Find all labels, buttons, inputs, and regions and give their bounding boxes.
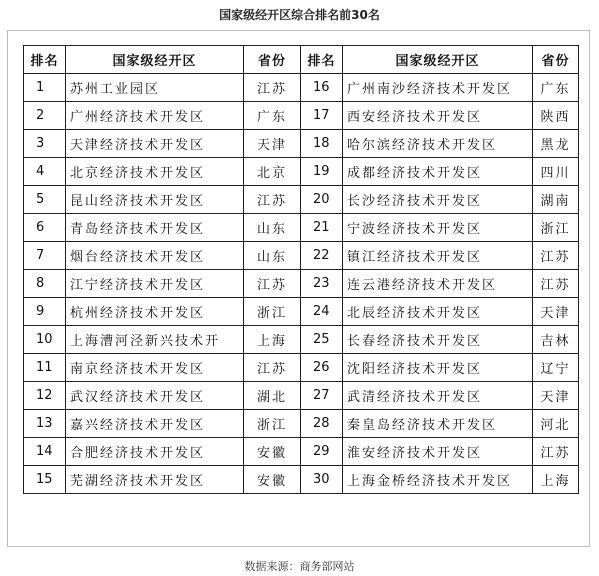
table-row xyxy=(24,382,579,410)
header-rank-left: 排名 xyxy=(24,46,66,74)
province-cell: 陕西 xyxy=(533,102,579,130)
header-rank-right: 排名 xyxy=(301,46,343,74)
rank-cell: 11 xyxy=(24,354,66,382)
zone-name-cell: 合肥经济技术开发区 xyxy=(66,438,244,466)
rank-cell: 12 xyxy=(24,382,66,410)
zone-name-cell: 沈阳经济技术开发区 xyxy=(343,354,533,382)
table-row xyxy=(24,354,579,382)
table-row xyxy=(24,466,579,494)
province-cell: 天津 xyxy=(244,130,301,158)
zone-name-cell: 杭州经济技术开发区 xyxy=(66,298,244,326)
zone-name-cell: 武汉经济技术开发区 xyxy=(66,382,244,410)
rank-cell: 4 xyxy=(24,158,66,186)
rank-cell: 19 xyxy=(301,158,343,186)
rank-cell: 22 xyxy=(301,242,343,270)
rank-cell: 29 xyxy=(301,438,343,466)
rank-cell: 23 xyxy=(301,270,343,298)
rank-cell: 17 xyxy=(301,102,343,130)
table-row xyxy=(24,270,579,298)
zone-name-cell: 天津经济技术开发区 xyxy=(66,130,244,158)
province-cell: 江苏 xyxy=(244,186,301,214)
zone-name-cell: 青岛经济技术开发区 xyxy=(66,214,244,242)
province-cell: 江苏 xyxy=(244,354,301,382)
header-zone-right: 国家级经开区 xyxy=(343,46,533,74)
page-title: 国家级经开区综合排名前30名 xyxy=(219,8,380,22)
province-cell: 吉林 xyxy=(533,326,579,354)
table-row xyxy=(24,130,579,158)
rank-cell: 7 xyxy=(24,242,66,270)
zone-name-cell: 北辰经济技术开发区 xyxy=(343,298,533,326)
zone-name-cell: 宁波经济技术开发区 xyxy=(343,214,533,242)
table-row xyxy=(24,298,579,326)
table-row xyxy=(24,326,579,354)
table-row xyxy=(24,410,579,438)
rank-cell: 6 xyxy=(24,214,66,242)
province-cell: 江苏 xyxy=(533,438,579,466)
province-cell: 上海 xyxy=(533,466,579,494)
province-cell: 安徽 xyxy=(244,438,301,466)
province-cell: 安徽 xyxy=(244,466,301,494)
rank-cell: 28 xyxy=(301,410,343,438)
zone-name-cell: 哈尔滨经济技术开发区 xyxy=(343,130,533,158)
zone-name-cell: 连云港经济技术开发区 xyxy=(343,270,533,298)
zone-name-cell: 西安经济技术开发区 xyxy=(343,102,533,130)
province-cell: 北京 xyxy=(244,158,301,186)
zone-name-cell: 嘉兴经济技术开发区 xyxy=(66,410,244,438)
rank-cell: 20 xyxy=(301,186,343,214)
zone-name-cell: 秦皇岛经济技术开发区 xyxy=(343,410,533,438)
province-cell: 湖北 xyxy=(244,382,301,410)
province-cell: 上海 xyxy=(244,326,301,354)
zone-name-cell: 淮安经济技术开发区 xyxy=(343,438,533,466)
province-cell: 四川 xyxy=(533,158,579,186)
table-row xyxy=(24,102,579,130)
zone-name-cell: 长春经济技术开发区 xyxy=(343,326,533,354)
province-cell: 浙江 xyxy=(244,410,301,438)
rank-cell: 27 xyxy=(301,382,343,410)
zone-name-cell: 上海金桥经济技术开发区 xyxy=(343,466,533,494)
province-cell: 江苏 xyxy=(533,242,579,270)
table-row xyxy=(24,186,579,214)
zone-name-cell: 上海漕河泾新兴技术开 xyxy=(66,326,244,354)
province-cell: 江苏 xyxy=(244,74,301,102)
province-cell: 天津 xyxy=(533,298,579,326)
rank-cell: 8 xyxy=(24,270,66,298)
province-cell: 辽宁 xyxy=(533,354,579,382)
zone-name-cell: 苏州工业园区 xyxy=(66,74,244,102)
province-cell: 山东 xyxy=(244,214,301,242)
zone-name-cell: 武清经济技术开发区 xyxy=(343,382,533,410)
zone-name-cell: 镇江经济技术开发区 xyxy=(343,242,533,270)
province-cell: 浙江 xyxy=(533,214,579,242)
rank-cell: 2 xyxy=(24,102,66,130)
table-row xyxy=(24,242,579,270)
province-cell: 广东 xyxy=(533,74,579,102)
zone-name-cell: 广州南沙经济技术开发区 xyxy=(343,74,533,102)
rank-cell: 26 xyxy=(301,354,343,382)
rank-cell: 15 xyxy=(24,466,66,494)
province-cell: 广东 xyxy=(244,102,301,130)
zone-name-cell: 昆山经济技术开发区 xyxy=(66,186,244,214)
rank-cell: 10 xyxy=(24,326,66,354)
zone-name-cell: 江宁经济技术开发区 xyxy=(66,270,244,298)
province-cell: 浙江 xyxy=(244,298,301,326)
province-cell: 天津 xyxy=(533,382,579,410)
rank-cell: 30 xyxy=(301,466,343,494)
rank-cell: 1 xyxy=(24,74,66,102)
rank-cell: 24 xyxy=(301,298,343,326)
zone-name-cell: 南京经济技术开发区 xyxy=(66,354,244,382)
zone-name-cell: 烟台经济技术开发区 xyxy=(66,242,244,270)
table-row xyxy=(24,214,579,242)
zone-name-cell: 成都经济技术开发区 xyxy=(343,158,533,186)
rank-cell: 18 xyxy=(301,130,343,158)
province-cell: 黑龙 xyxy=(533,130,579,158)
rank-cell: 16 xyxy=(301,74,343,102)
zone-name-cell: 北京经济技术开发区 xyxy=(66,158,244,186)
rank-cell: 3 xyxy=(24,130,66,158)
data-source-note: 数据来源：商务部网站 xyxy=(244,560,355,573)
zone-name-cell: 广州经济技术开发区 xyxy=(66,102,244,130)
header-zone-left: 国家级经开区 xyxy=(66,46,244,74)
province-cell: 江苏 xyxy=(533,270,579,298)
rank-cell: 25 xyxy=(301,326,343,354)
zone-name-cell: 长沙经济技术开发区 xyxy=(343,186,533,214)
rank-cell: 14 xyxy=(24,438,66,466)
province-cell: 江苏 xyxy=(244,270,301,298)
rank-cell: 21 xyxy=(301,214,343,242)
header-province-left: 省份 xyxy=(244,46,301,74)
rank-cell: 9 xyxy=(24,298,66,326)
zone-name-cell: 芜湖经济技术开发区 xyxy=(66,466,244,494)
table-row xyxy=(24,438,579,466)
table-row xyxy=(24,158,579,186)
ranking-table xyxy=(23,45,579,494)
province-cell: 山东 xyxy=(244,242,301,270)
rank-cell: 13 xyxy=(24,410,66,438)
rank-cell: 5 xyxy=(24,186,66,214)
table-row xyxy=(24,74,579,102)
province-cell: 河北 xyxy=(533,410,579,438)
table-header-row xyxy=(24,46,579,74)
province-cell: 湖南 xyxy=(533,186,579,214)
header-province-right: 省份 xyxy=(533,46,579,74)
